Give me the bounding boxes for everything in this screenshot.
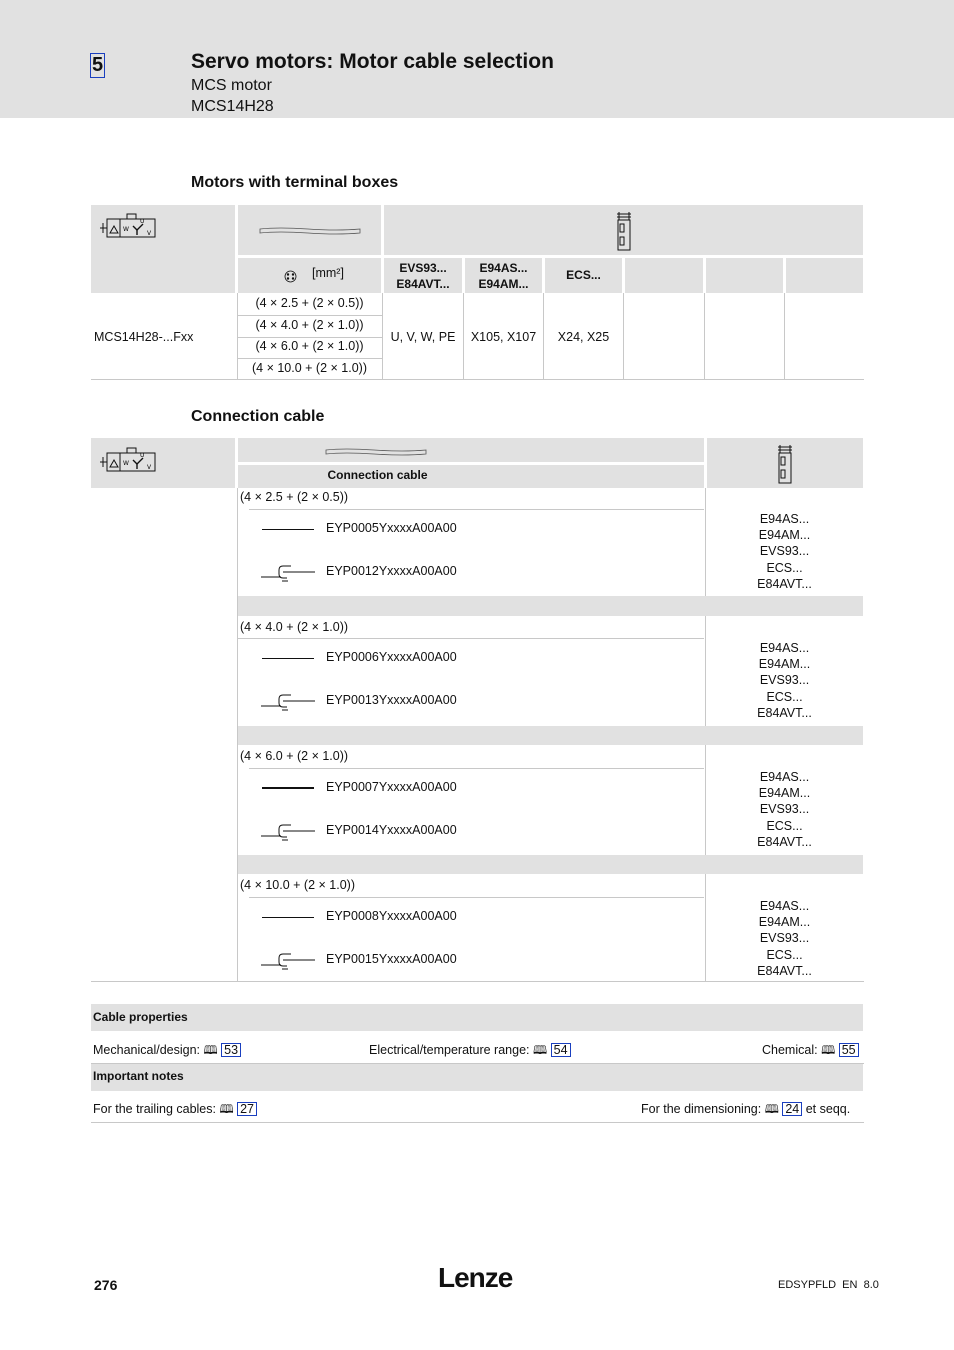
col-header-connection-cable: Connection cable (327, 468, 428, 482)
page-link-53[interactable]: 53 (221, 1043, 241, 1057)
page-link-27[interactable]: 27 (237, 1102, 257, 1116)
divider (249, 897, 704, 898)
motor-terminal-box-icon (99, 213, 157, 241)
trailing-cables-reference: For the trailing cables: 🕮 27 (93, 1100, 257, 1121)
group-separator (238, 596, 863, 616)
cable-properties-heading: Cable properties (93, 1010, 188, 1024)
plug-cable-icon (261, 692, 316, 712)
compatible-controllers: E94AS... E94AM... EVS93... ECS... E84AVT... (757, 899, 812, 978)
document-id: EDSYPFLD EN 8.0 (778, 1279, 879, 1291)
terminals-ecs: X24, X25 (557, 330, 610, 344)
col-header-evs: EVS93... E84AVT... (396, 261, 450, 291)
page-link-54[interactable]: 54 (551, 1043, 571, 1057)
cross-section-icon (284, 270, 297, 283)
section-heading-terminal-boxes: Motors with terminal boxes (191, 174, 399, 191)
compatible-controllers: E94AS... E94AM... EVS93... ECS... E84AVT... (757, 641, 812, 720)
terminals-motor: U, V, W, PE (390, 330, 456, 344)
cable-plug: EYP0013YxxxxA00A00 (326, 693, 457, 707)
divider (704, 293, 705, 379)
cable-plug: EYP0015YxxxxA00A00 (326, 952, 457, 966)
straight-cable-icon (262, 787, 314, 789)
controller-icon (615, 212, 633, 252)
svg-text:V: V (147, 464, 152, 471)
cable-properties-band (91, 1004, 863, 1031)
cable-plug: EYP0012YxxxxA00A00 (326, 564, 457, 578)
divider (249, 509, 704, 510)
group-cross-section: (4 × 2.5 + (2 × 0.5)) (240, 490, 349, 504)
unit-cell (238, 258, 381, 293)
unit-label: [mm²] (312, 266, 344, 280)
book-icon: 🕮 (821, 1043, 836, 1057)
plug-cable-icon (261, 822, 316, 842)
group-separator (238, 855, 863, 874)
cable-straight: EYP0007YxxxxA00A00 (326, 780, 457, 794)
divider (238, 638, 704, 639)
svg-text:U: U (140, 218, 145, 225)
cable-icon-cell (238, 438, 704, 462)
chemical-reference: Chemical: 🕮 55 (762, 1041, 859, 1062)
straight-cable-icon (262, 529, 314, 530)
cable-icon (258, 226, 362, 236)
lenze-logo: Lenze (438, 1262, 513, 1293)
page-link-24[interactable]: 24 (782, 1102, 802, 1116)
divider (91, 1122, 864, 1123)
divider (249, 768, 704, 769)
important-notes-band (91, 1064, 863, 1091)
chapter-number-link[interactable]: 5 (91, 54, 104, 76)
page-subtitle-2: MCS14H28 (191, 98, 274, 115)
compatible-controllers: E94AS... E94AM... EVS93... ECS... E84AVT... (757, 770, 812, 849)
cross-section-3: (4 × 6.0 + (2 × 1.0)) (255, 339, 364, 353)
book-icon: 🕮 (532, 1043, 548, 1057)
svg-text:W: W (123, 460, 129, 467)
book-icon: 🕮 (203, 1043, 218, 1057)
important-notes-heading: Important notes (93, 1069, 184, 1083)
cross-section-4: (4 × 10.0 + (2 × 1.0)) (252, 361, 367, 375)
cross-section-1: (4 × 2.5 + (2 × 0.5)) (255, 296, 364, 310)
group-cross-section: (4 × 10.0 + (2 × 1.0)) (240, 878, 355, 892)
group-cross-section: (4 × 4.0 + (2 × 1.0)) (240, 620, 349, 634)
empty-header-cell-3 (786, 258, 863, 293)
col-header-e94: E94AS... E94AM... (478, 261, 529, 291)
motor-type: MCS14H28-...Fxx (94, 330, 194, 344)
divider (237, 358, 383, 359)
cable-straight: EYP0005YxxxxA00A00 (326, 521, 457, 535)
page-subtitle-1: MCS motor (191, 77, 272, 94)
cable-icon (324, 447, 428, 457)
book-icon: 🕮 (219, 1102, 234, 1116)
divider (784, 293, 785, 379)
group-separator (238, 726, 863, 745)
electrical-reference: Electrical/temperature range: 🕮 54 (369, 1041, 571, 1062)
dimensioning-reference: For the dimensioning: 🕮 24 et seqq. (641, 1102, 851, 1116)
page-title: Servo motors: Motor cable selection (191, 50, 554, 73)
empty-header-cell-1 (625, 258, 703, 293)
svg-text:V: V (147, 230, 152, 237)
compatible-controllers: E94AS... E94AM... EVS93... ECS... E84AVT... (757, 512, 812, 591)
divider (237, 337, 383, 338)
plug-cable-icon (261, 563, 316, 583)
controller-icon (776, 445, 794, 485)
cable-plug: EYP0014YxxxxA00A00 (326, 823, 457, 837)
divider (237, 315, 383, 316)
section-heading-connection-cable: Connection cable (191, 408, 325, 425)
empty-header-cell-2 (706, 258, 783, 293)
group-cross-section: (4 × 6.0 + (2 × 1.0)) (240, 749, 349, 763)
cable-straight: EYP0006YxxxxA00A00 (326, 650, 457, 664)
divider (91, 981, 864, 982)
page-link-55[interactable]: 55 (839, 1043, 859, 1057)
plug-cable-icon (261, 951, 316, 971)
divider (623, 293, 624, 379)
page-number: 276 (94, 1277, 118, 1293)
cross-section-2: (4 × 4.0 + (2 × 1.0)) (255, 318, 364, 332)
book-icon: 🕮 (764, 1102, 779, 1116)
straight-cable-icon (262, 917, 314, 918)
cable-straight: EYP0008YxxxxA00A00 (326, 909, 457, 923)
svg-text:U: U (140, 452, 145, 459)
mechanical-reference: Mechanical/design: 🕮 53 (93, 1041, 241, 1062)
straight-cable-icon (262, 658, 314, 659)
svg-text:W: W (123, 226, 129, 233)
divider (91, 379, 864, 380)
col-header-ecs: ECS... (566, 268, 601, 282)
motor-terminal-box-icon (99, 447, 157, 475)
terminals-e94: X105, X107 (470, 330, 537, 344)
